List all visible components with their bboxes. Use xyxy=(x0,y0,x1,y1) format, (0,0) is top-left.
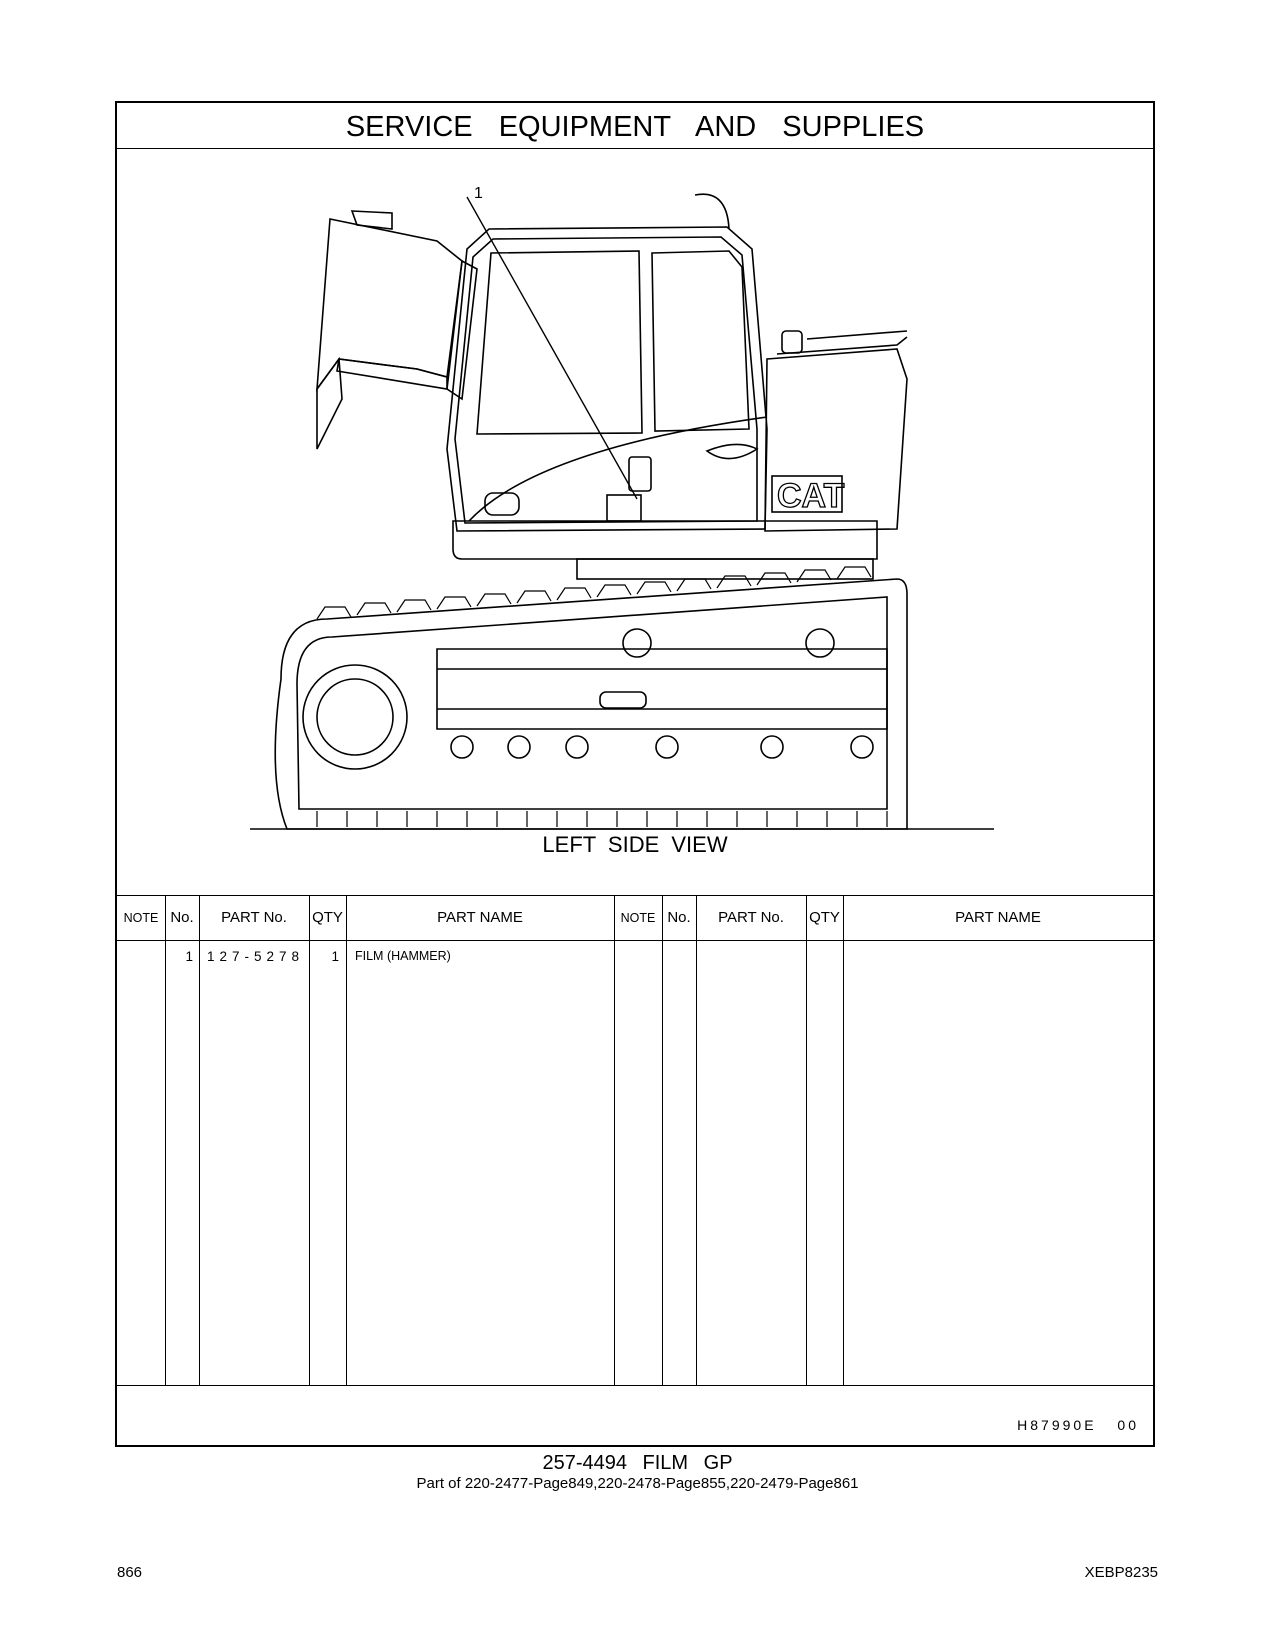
sheet-title: SERVICE EQUIPMENT AND SUPPLIES xyxy=(117,103,1153,149)
excavator-left-side-illustration xyxy=(117,149,1153,895)
excavator-drawing xyxy=(117,149,1153,895)
part-number: 127-5278 xyxy=(207,949,305,964)
callout-number: 1 xyxy=(474,185,483,202)
column-rule xyxy=(199,896,200,1385)
track-rollers xyxy=(451,736,873,758)
column-rule xyxy=(614,896,615,1385)
callout-leader xyxy=(467,197,637,499)
drawing-code: H87990E 00 xyxy=(1017,1417,1139,1433)
cab-outline xyxy=(447,227,767,531)
front-window xyxy=(477,251,642,434)
table-bottom-rule xyxy=(117,1385,1153,1386)
header-part-name: PART NAME xyxy=(437,909,523,926)
header-note: NOTE xyxy=(620,911,656,925)
side-window xyxy=(652,251,749,431)
header-part-no: PART No. xyxy=(718,909,784,926)
view-caption: LEFT SIDE VIEW xyxy=(542,832,728,857)
door-handle xyxy=(629,457,651,491)
column-rule xyxy=(806,896,807,1385)
counterweight-base xyxy=(453,521,877,559)
track-chain xyxy=(275,579,907,829)
header-qty: QTY xyxy=(809,909,840,926)
column-rule xyxy=(843,896,844,1385)
column-rule xyxy=(346,896,347,1385)
header-no: No. xyxy=(667,909,691,926)
group-title: 257-4494 FILM GP xyxy=(542,1452,733,1474)
svg-text:CAT: CAT xyxy=(777,477,845,515)
quantity: 1 xyxy=(331,949,339,964)
track-frame xyxy=(437,649,887,729)
column-rule xyxy=(662,896,663,1385)
parts-table xyxy=(117,895,1153,1385)
parts-sheet xyxy=(115,101,1155,1447)
front-idler xyxy=(303,665,407,769)
header-note: NOTE xyxy=(123,911,159,925)
column-rule xyxy=(309,896,310,1385)
film-label-location xyxy=(607,495,641,521)
column-rule xyxy=(696,896,697,1385)
part-name: FILM (HAMMER) xyxy=(355,949,451,963)
row-number: 1 xyxy=(185,949,193,964)
document-code: XEBP8235 xyxy=(1084,1564,1158,1581)
header-part-no: PART No. xyxy=(221,909,287,926)
header-qty: QTY xyxy=(312,909,343,926)
header-no: No. xyxy=(170,909,194,926)
header-part-name: PART NAME xyxy=(955,909,1041,926)
group-subtitle: Part of 220-2477-Page849,220-2478-Page855,220-2479-Page861 xyxy=(416,1475,859,1492)
page-number: 866 xyxy=(117,1564,143,1581)
carrier-roller xyxy=(806,629,834,657)
header-rule xyxy=(117,940,1153,941)
column-rule xyxy=(165,896,166,1385)
carrier-roller xyxy=(623,629,651,657)
